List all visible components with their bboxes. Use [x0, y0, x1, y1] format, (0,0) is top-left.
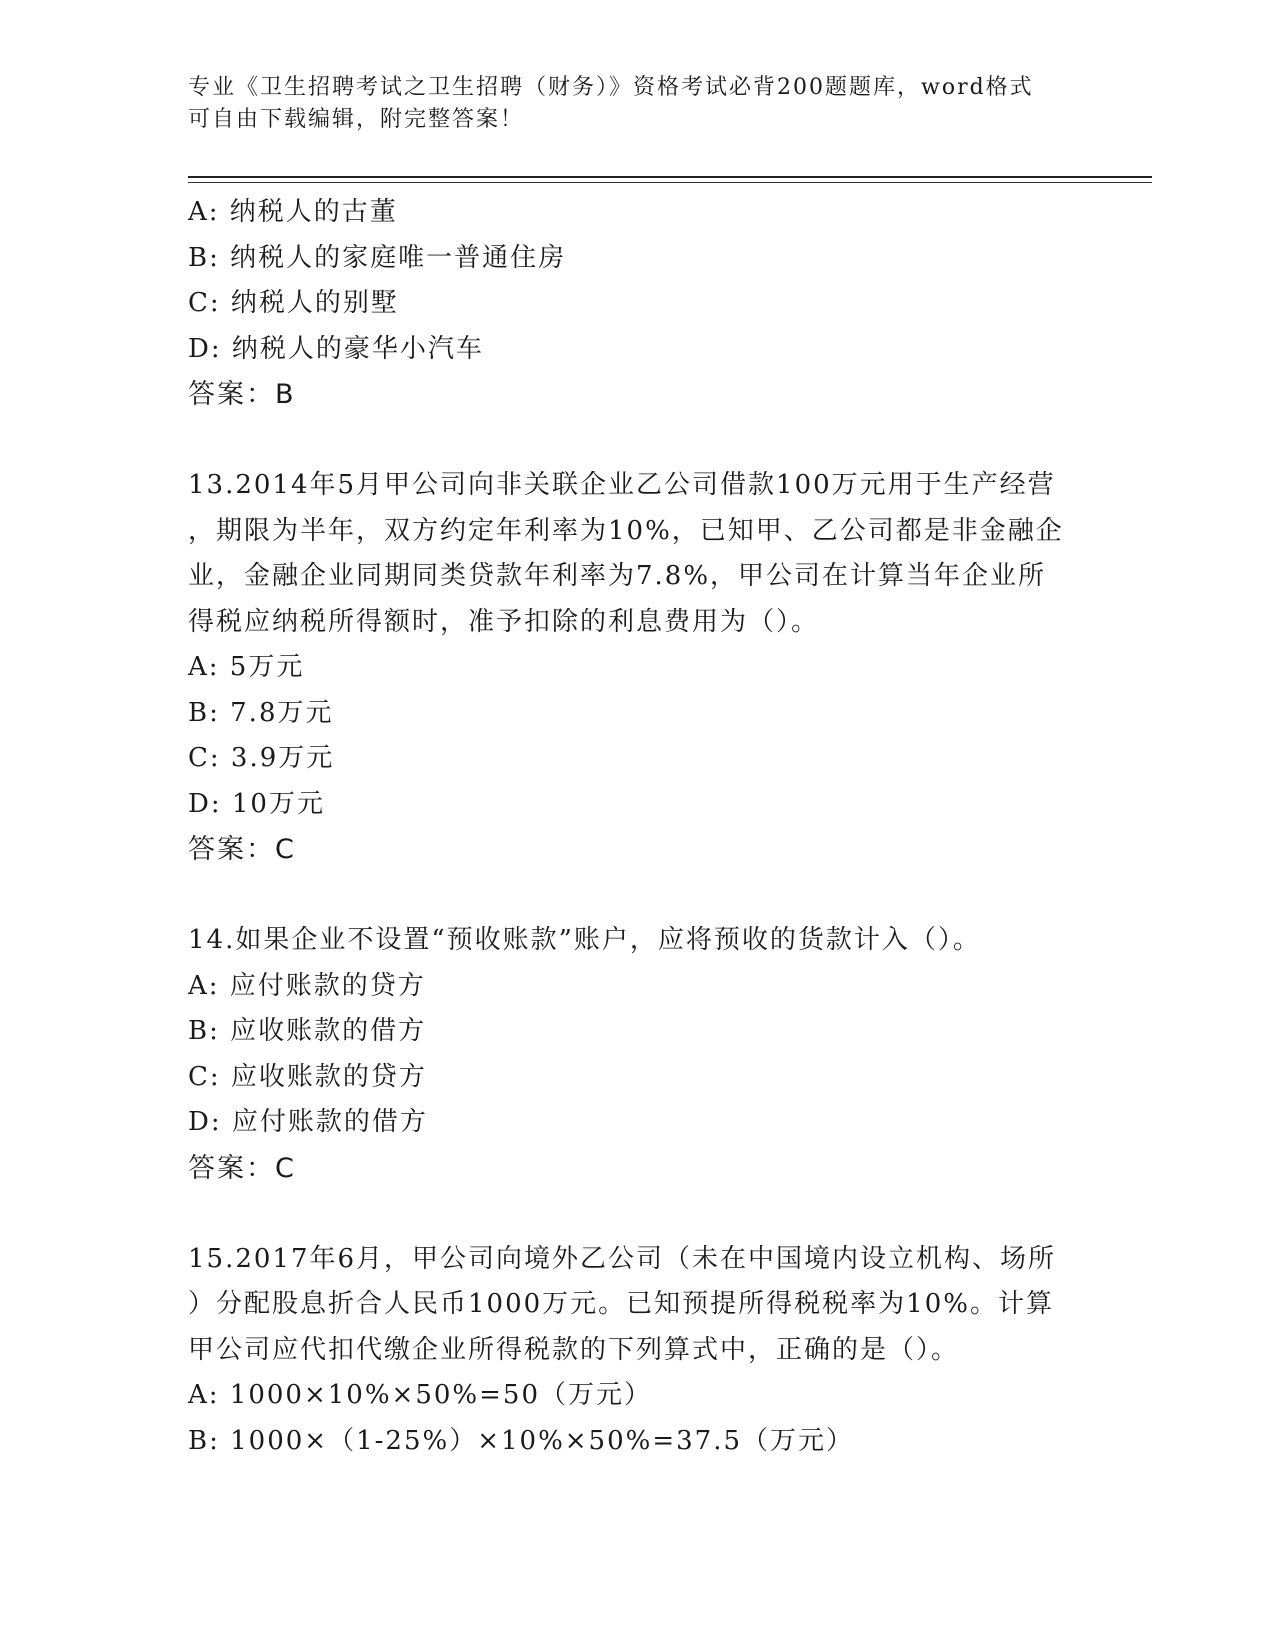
question-15: [188, 1237, 1088, 1465]
option-b: B: 7.8万元: [188, 697, 334, 728]
answer-line: 答案：B: [188, 379, 296, 410]
option-c: C: 3.9万元: [188, 743, 335, 773]
question-13: [188, 463, 1088, 873]
header-line-1: 专业《卫生招聘考试之卫生招聘（财务）》资格考试必背200题题库，word格式: [188, 75, 1034, 100]
option-d: D: 10万元: [188, 788, 325, 819]
question-text-line: ，期限为半年，双方约定年利率为10%，已知甲、乙公司都是非金融企: [188, 515, 1064, 546]
question-12: [188, 190, 1088, 418]
answer-line: 答案：C: [188, 834, 296, 865]
question-text-line: ）分配股息折合人民币1000万元。已知预提所得税税率为10%。计算: [188, 1289, 1054, 1319]
option-b: B: 1000×（1-25%）×10%×50%=37.5（万元）: [188, 1425, 855, 1456]
option-c: C: 应收账款的贷方: [188, 1061, 427, 1092]
option-b: B: 纳税人的家庭唯一普通住房: [188, 242, 567, 273]
answer-line: 答案：C: [188, 1152, 296, 1184]
document-body: [188, 190, 1088, 1464]
question-text-line: 14.如果企业不设置“预收账款”账户，应将预收的货款计入（）。: [188, 925, 981, 955]
option-c: C: 纳税人的别墅: [188, 288, 399, 318]
header-line-2: 可自由下载编辑，附完整答案！: [188, 107, 525, 132]
option-b: B: 应收账款的借方: [188, 1016, 427, 1046]
header-rule-thin: [188, 182, 1152, 183]
question-text-line: 甲公司应代扣代缴企业所得税款的下列算式中，正确的是（）。: [188, 1334, 960, 1365]
option-a: A: 1000×10%×50%=50（万元）: [188, 1380, 652, 1410]
question-text-line: 15.2017年6月，甲公司向境外乙公司（未在中国境内设立机构、场所: [188, 1243, 1057, 1274]
question-text-line: 得税应纳税所得额时，准予扣除的利息费用为（）。: [188, 606, 820, 637]
question-text-line: 13.2014年5月甲公司向非关联企业乙公司借款100万元用于生产经营: [188, 470, 1056, 500]
option-a: A: 纳税人的古董: [188, 197, 398, 227]
option-d: D: 应付账款的借方: [188, 1107, 428, 1137]
document-header: [188, 72, 1068, 136]
question-14: [188, 918, 1088, 1191]
option-a: A: 应付账款的贷方: [188, 970, 426, 1001]
question-text-line: 业，金融企业同期同类贷款年利率为7.8%，甲公司在计算当年企业所: [188, 561, 1047, 591]
option-d: D: 纳税人的豪华小汽车: [188, 333, 484, 364]
option-a: A: 5万元: [188, 652, 305, 682]
header-rule-thick: [188, 176, 1152, 178]
